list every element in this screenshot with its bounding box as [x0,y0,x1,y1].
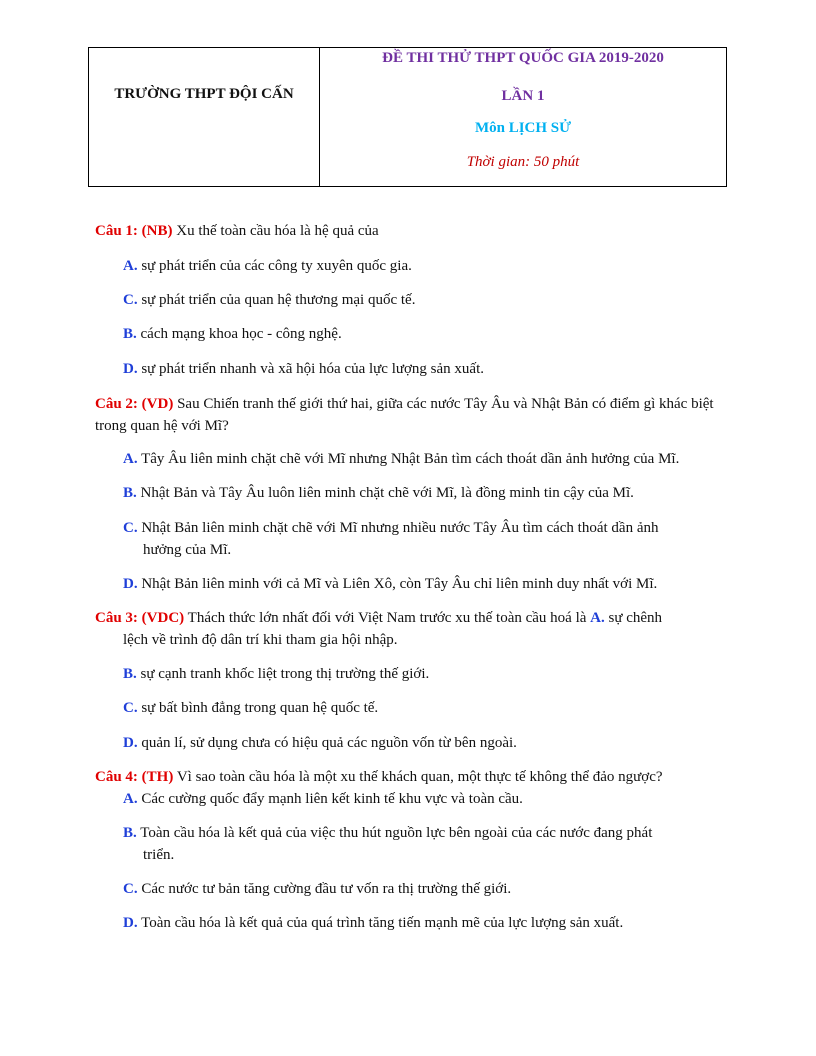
exam-header-table [88,47,727,187]
option-text: cách mạng khoa học - công nghệ. [136,326,342,342]
school-name: TRƯỜNG THPT ĐỘI CẤN [114,86,294,102]
option-letter: A. [123,258,138,274]
option-text: Các nước tư bản tăng cường đầu tư vốn ra thị trường thế giới. [137,881,512,897]
option-text-continued: triển. [143,847,175,863]
option-letter: B. [123,825,137,841]
exam-round: LẦN 1 [501,88,545,104]
q3-option-c [123,697,723,719]
option-text: quản lí, sử dụng chưa có hiệu quả các nguồn vốn từ bên ngoài. [137,735,517,751]
q2-option-b [123,482,723,504]
option-text: Nhật Bản liên minh với cả Mĩ và Liên Xô, còn Tây Âu chỉ liên minh duy nhất với Mĩ. [137,576,658,592]
q1-option-a [123,255,723,277]
option-letter: D. [123,361,138,377]
option-text: sự phát triển của quan hệ thương mại quốc tế. [137,292,416,308]
option-text: Toàn cầu hóa là kết quả của quá trình tăng tiến mạnh mẽ của lực lượng sản xuất. [137,915,624,931]
option-letter: D. [123,735,138,751]
q2-option-d [123,573,723,595]
option-text: Nhật Bản và Tây Âu luôn liên minh chặt chẽ với Mĩ, là đồng minh tin cậy của Mĩ. [136,485,634,501]
q3-option-b [123,663,723,685]
option-text-inline: sự chênh [604,610,663,626]
question-2 [95,393,725,437]
option-letter: A. [123,451,138,467]
q2-option-c [123,517,723,561]
exam-time: Thời gian: 50 phút [466,154,580,170]
option-text: Nhật Bản liên minh chặt chẽ với Mĩ nhưng nhiều nước Tây Âu tìm cách thoát dần ảnh [137,520,659,536]
option-letter: B. [123,666,137,682]
option-text: sự phát triển nhanh và xã hội hóa của lực lượng sản xuất. [137,361,484,377]
question-label: Câu 1: (NB) [95,223,173,239]
exam-subject: Môn LỊCH SỬ [474,120,572,136]
option-text: sự cạnh tranh khốc liệt trong thị trường thế giới. [136,666,430,682]
question-stem: Thách thức lớn nhất đối với Việt Nam trước xu thế toàn cầu hoá là [184,610,591,626]
option-letter: A. [123,791,138,807]
option-text: Toàn cầu hóa là kết quả của việc thu hút nguồn lực bên ngoài của các nước đang phát [136,825,653,841]
option-text: Tây Âu liên minh chặt chẽ với Mĩ nhưng Nhật Bản tìm cách thoát dần ảnh hưởng của Mĩ. [137,451,680,467]
option-letter: C. [123,292,138,308]
q4-option-b [123,822,723,866]
question-stem: Sau Chiến tranh thế giới thứ hai, giữa các nước Tây Âu và Nhật Bản có điểm gì khác biệt trong quan hệ với Mĩ? [95,396,714,434]
school-cell [89,48,320,186]
question-4 [95,766,725,788]
option-text: sự phát triển của các công ty xuyên quốc gia. [137,258,412,274]
option-letter: D. [123,915,138,931]
q4-option-d [123,912,723,934]
option-text: sự bất bình đẳng trong quan hệ quốc tế. [137,700,379,716]
option-letter: C. [123,520,138,536]
question-3 [95,607,725,651]
question-label: Câu 2: (VD) [95,396,174,412]
option-letter: D. [123,576,138,592]
exam-title: ĐỀ THI THỬ THPT QUỐC GIA 2019-2020 [382,50,664,66]
option-letter: C. [123,881,138,897]
q4-option-a [123,788,723,810]
option-letter: B. [123,485,137,501]
option-letter: B. [123,326,137,342]
exam-info-cell [320,48,726,186]
q2-option-a [123,448,723,470]
question-stem: Xu thế toàn cầu hóa là hệ quả của [172,223,379,239]
q3-option-d [123,732,723,754]
option-text-continued: hưởng của Mĩ. [143,542,232,558]
q4-option-c [123,878,723,900]
question-label: Câu 3: (VDC) [95,610,185,626]
question-stem-continued: lệch về trình độ dân trí khi tham gia hội nhập. [123,632,398,648]
q1-option-b [123,323,723,345]
option-letter-inline: A. [590,610,605,626]
option-letter: C. [123,700,138,716]
question-label: Câu 4: (TH) [95,769,174,785]
question-stem: Vì sao toàn cầu hóa là một xu thế khách quan, một thực tế không thể đảo ngược? [173,769,663,785]
option-text: Các cường quốc đẩy mạnh liên kết kinh tế khu vực và toàn cầu. [137,791,523,807]
q1-option-c [123,289,723,311]
q1-option-d [123,358,723,380]
question-1 [95,220,725,242]
